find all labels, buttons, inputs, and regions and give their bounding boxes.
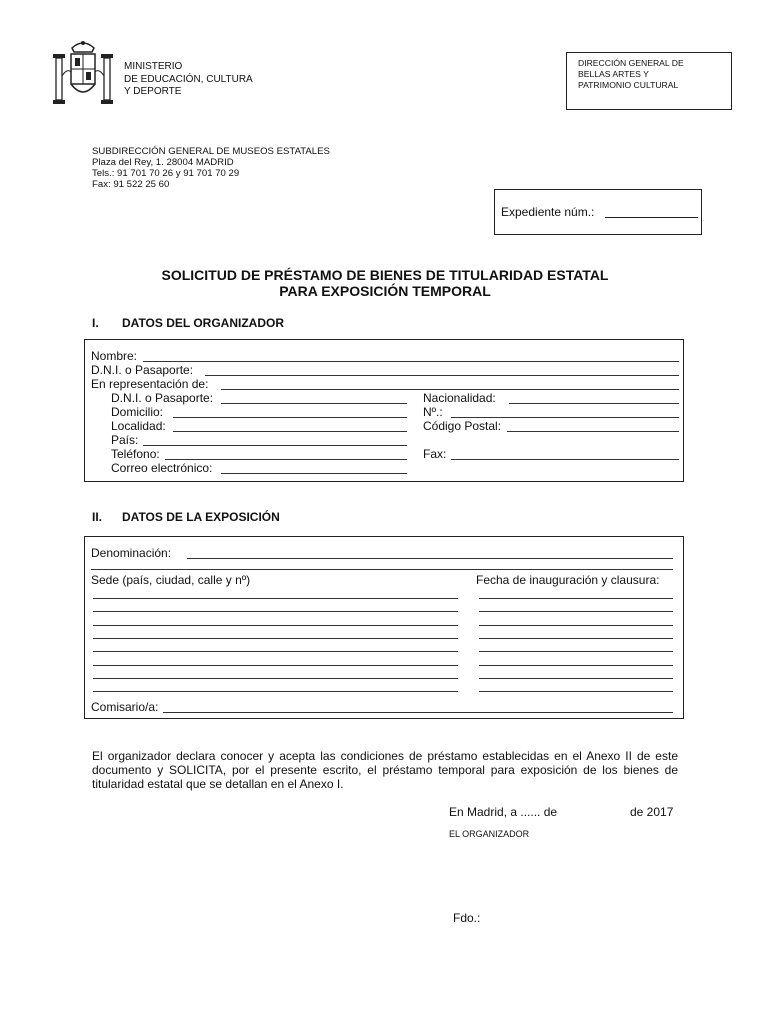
domicilio-label: Domicilio: (111, 405, 164, 419)
dni-label: D.N.I. o Pasaporte: (91, 363, 194, 377)
fecha-field-line[interactable] (479, 665, 673, 666)
section-1-title: DATOS DEL ORGANIZADOR (122, 316, 285, 330)
organizer-signature-label: EL ORGANIZADOR (449, 829, 530, 839)
exhibition-data-box (84, 536, 684, 719)
coat-of-arms-emblem (50, 38, 116, 108)
fax-field[interactable] (451, 459, 679, 460)
sede-field-line[interactable] (93, 625, 458, 626)
representacion-label: En representación de: (91, 377, 209, 391)
fecha-field-line[interactable] (479, 625, 673, 626)
subdirection-address (92, 146, 330, 190)
declaration-paragraph: El organizador declara conocer y acepta las condiciones de préstamo establecidas en el Anexo II de este documento y SOLICITA, por el presente escrito, el préstamo temporal para exposición de los bienes de titularidad estatal que se detallan en el Anexo I. (92, 749, 678, 791)
ministry-line-1: MINISTERIO (124, 61, 183, 72)
section-1-number: I. (92, 316, 99, 330)
subdirection-line-1: SUBDIRECCIÓN GENERAL DE MUSEOS ESTATALES (92, 146, 330, 157)
section-2-heading (92, 510, 280, 524)
direction-line-1: DIRECCIÓN GENERAL DE (578, 58, 684, 68)
section-2-title: DATOS DE LA EXPOSICIÓN (122, 510, 280, 524)
section-1-heading (92, 316, 284, 330)
rep-dni-label: D.N.I. o Pasaporte: (111, 391, 214, 405)
form-title-line-1: SOLICITUD DE PRÉSTAMO DE BIENES DE TITULARIDAD ESTATAL (161, 267, 609, 283)
sede-field-line[interactable] (93, 638, 458, 639)
form-title (0, 267, 770, 299)
denominacion-field-line-2[interactable] (91, 569, 673, 570)
telefono-field[interactable] (165, 459, 407, 460)
year-label: de 2017 (630, 805, 674, 819)
codigo-postal-label: Código Postal: (423, 419, 502, 433)
subdirection-line-3: Tels.: 91 701 70 26 y 91 701 70 29 (92, 168, 240, 179)
telefono-label: Teléfono: (111, 447, 160, 461)
subdirection-line-4: Fax: 91 522 25 60 (92, 179, 170, 190)
pais-label: País: (111, 433, 139, 447)
pais-field[interactable] (143, 445, 407, 446)
nombre-label: Nombre: (91, 349, 138, 363)
ministry-line-3: Y DEPORTE (124, 86, 182, 97)
representacion-field[interactable] (221, 389, 679, 390)
fecha-field-line[interactable] (479, 611, 673, 612)
localidad-field[interactable] (173, 431, 407, 432)
nombre-field[interactable] (143, 361, 679, 362)
dni-field[interactable] (205, 375, 679, 376)
correo-field[interactable] (221, 473, 407, 474)
numero-field[interactable] (451, 417, 679, 418)
organizer-data-box (84, 339, 684, 482)
direction-line-3: PATRIMONIO CULTURAL (578, 80, 679, 90)
fdo-label: Fdo.: (453, 911, 481, 925)
form-title-line-2: PARA EXPOSICIÓN TEMPORAL (279, 283, 491, 299)
fecha-field-line[interactable] (479, 691, 673, 692)
codigo-postal-field[interactable] (507, 431, 679, 432)
sede-label: Sede (país, ciudad, calle y nº) (91, 573, 251, 587)
place-date-label: En Madrid, a ...... de (449, 805, 558, 819)
direction-line-2: BELLAS ARTES Y (578, 69, 649, 79)
numero-label: Nº.: (423, 405, 443, 419)
comisario-field[interactable] (163, 712, 673, 713)
fecha-label: Fecha de inauguración y clausura: (476, 573, 660, 587)
correo-label: Correo electrónico: (111, 461, 213, 475)
expediente-box (494, 189, 702, 235)
denominacion-label: Denominación: (91, 546, 172, 560)
direction-box (566, 52, 732, 110)
fecha-field-line[interactable] (479, 678, 673, 679)
fecha-field-line[interactable] (479, 638, 673, 639)
fax-label: Fax: (423, 447, 447, 461)
sede-field-line[interactable] (93, 665, 458, 666)
expediente-field[interactable] (605, 217, 698, 218)
sede-field-line[interactable] (93, 691, 458, 692)
expediente-label: Expediente núm.: (501, 205, 595, 219)
ministry-name (124, 61, 253, 99)
sede-field-line[interactable] (93, 651, 458, 652)
subdirection-line-2: Plaza del Rey, 1. 28004 MADRID (92, 157, 234, 168)
localidad-label: Localidad: (111, 419, 166, 433)
sede-field-line[interactable] (93, 678, 458, 679)
sede-field-line[interactable] (93, 598, 458, 599)
nacionalidad-field[interactable] (509, 403, 679, 404)
fecha-field-line[interactable] (479, 651, 673, 652)
sede-field-line[interactable] (93, 611, 458, 612)
rep-dni-field[interactable] (221, 403, 407, 404)
denominacion-field[interactable] (187, 558, 673, 559)
fecha-field-line[interactable] (479, 598, 673, 599)
nacionalidad-label: Nacionalidad: (423, 391, 496, 405)
domicilio-field[interactable] (173, 417, 407, 418)
comisario-label: Comisario/a: (91, 700, 159, 714)
section-2-number: II. (92, 510, 103, 524)
ministry-line-2: DE EDUCACIÓN, CULTURA (124, 73, 253, 85)
